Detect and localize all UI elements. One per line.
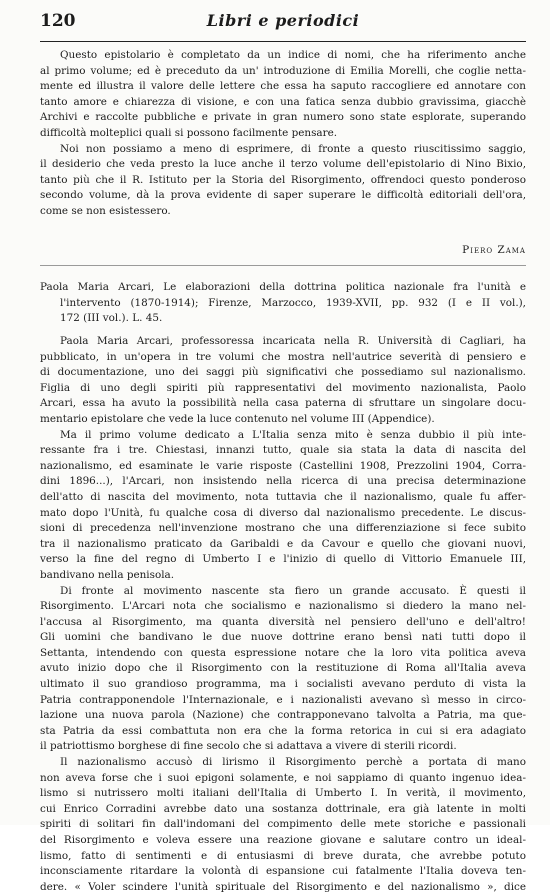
text-line: tanto più che il R. Istituto per la Storia del Risorgimento, offrendoci questo ponderoso xyxy=(40,173,526,186)
text-line: Risorgimento. L'Arcari nota che socialismo e nazionalismo si diedero la mano nel- xyxy=(40,600,526,613)
text-line: lismo si nutrissero molti italiani dell'Italia di Umberto I. In verità, il movimento, xyxy=(40,787,526,800)
review-two-body xyxy=(40,334,526,895)
text-line: tra il nazionalismo praticato da Garibaldi e da Cavour e quello che giovani nuovi, xyxy=(40,537,526,550)
text-line: mente ed illustra il valore delle lettere che essa ha saputo raccogliere ed annotare con xyxy=(40,80,526,93)
text-line: inconsciamente ritardare la volontà di espansione cui fatalmente l'Italia doveva ten- xyxy=(40,865,526,878)
text-line: sta Patria da essi combattuta non era che la forma retorica in cui si era adagiato xyxy=(40,724,526,737)
text-line: Di fronte al movimento nascente sta fiero un grande accusato. È questi il xyxy=(60,584,526,597)
text-line: l'accusa al Risorgimento, ma quanta diversità nel pensiero dell'uno e dell'altro! xyxy=(40,615,526,628)
text-line: Questo epistolario è completato da un indice di nomi, che ha riferimento anche xyxy=(60,49,526,61)
text-line: Ma il primo volume dedicato a L'Italia senza mito è senza dubbio il più inte- xyxy=(60,428,526,441)
text-line: sioni di precedenza nell'invenzione mostrano che una differenziazione si fece subito xyxy=(40,522,526,535)
text-line: ressante fra i tre. Chiestasi, innanzi tutto, quale sia stata la data di nascita del xyxy=(40,444,526,457)
review-two-citation xyxy=(40,280,526,327)
text-line: Il nazionalismo accusò di lirismo il Risorgimento perchè a portata di mano xyxy=(60,756,526,769)
text-line: ultimato il suo grandioso programma, ma i socialisti avevano perduto di vista la xyxy=(40,678,526,691)
text-line: Patria contrapponendole l'Internazionale, e i nazionalisti avevano sì messo in circo- xyxy=(40,693,526,706)
text-line: Noi non possiamo a meno di esprimere, di fronte a questo riuscitissimo saggio, xyxy=(60,142,526,155)
text-line: Paola Maria Arcari, professoressa incaricata nella R. Università di Cagliari, ha xyxy=(60,335,526,347)
page-header xyxy=(40,10,526,36)
text-line: cui Enrico Corradini avrebbe dato una sostanza dottrinale, era già latente in molti xyxy=(40,802,526,815)
text-line: difficoltà molteplici quali si possono facilmente pensare. xyxy=(40,126,338,139)
text-line: nazionalismo, ed esaminate le varie risposte (Castellini 1908, Prezzolini 1904, Corra- xyxy=(40,459,526,472)
reviewer-signature: Piero Zama xyxy=(462,244,526,256)
text-line: verso la fine del regno di Umberto I e l'inizio di quello di Vittorio Emanuele III, xyxy=(40,553,526,566)
text-line: pubblicato, in un'opera in tre volumi che mostra nell'autrice severità di pensiero e xyxy=(40,350,526,363)
text-line: Gli uomini che bandivano le due nuove dottrine erano bensì nati tutti dopo il xyxy=(40,631,526,644)
text-line: lismo, fatto di sentimenti e di entusiasmi di breve durata, che avrebbe potuto xyxy=(40,849,526,862)
header-rule xyxy=(40,41,526,42)
text-line: al primo volume; ed è preceduto da un' introduzione di Emilia Morelli, che coglie netta- xyxy=(40,64,526,77)
text-line: dell'atto di nascita del movimento, nota tuttavia che il nazionalismo, quale fu affer- xyxy=(40,490,526,503)
text-line: Figlia di uno degli spiriti più rappresentativi del movimento nazionalista, Paolo xyxy=(40,381,526,394)
text-line: tanto amore e chiarezza di visione, e con una fatica senza dubbio gravissima, giacchè xyxy=(40,95,526,108)
text-line: lazione una nuova parola (Nazione) che contrapponevano talvolta a Patria, ma que- xyxy=(40,709,526,722)
text-line: il patriottismo borghese di fine secolo che si adattava a vivere di sterili ricordi. xyxy=(40,740,457,753)
text-line: spiriti di solitari fin dall'indomani del compimento delle mete storiche e passionali xyxy=(40,818,526,831)
citation-line: Paola Maria Arcari, Le elaborazioni della dottrina politica nazionale fra l'unità e xyxy=(40,281,526,293)
text-line: non aveva forse che i suoi epigoni solamente, e noi sappiamo di quanto ingenuo idea- xyxy=(40,771,526,784)
text-line: secondo volume, dà la prova evidente di saper superare le difficoltà editoriali dell'ora, xyxy=(40,189,526,202)
text-line: avuto inizio dopo che il Risorgimento con la restituzione di Roma all'Italia aveva xyxy=(40,662,526,675)
section-divider xyxy=(40,265,526,266)
review-one-body xyxy=(40,48,526,220)
running-head: Libri e periodici xyxy=(206,11,360,30)
text-line: dini 1896...), l'Arcari, non insistendo nella ricerca di una precisa determinazione xyxy=(40,475,526,488)
text-line: Settanta, intendendo con questa espressione notare che la loro vita politica aveva xyxy=(40,646,526,659)
text-line: il desiderio che veda presto la luce anche il terzo volume dell'epistolario di Nino Bixio, xyxy=(40,158,526,171)
citation-line: 172 (III vol.). L. 45. xyxy=(60,312,163,325)
text-line: bandivano nella penisola. xyxy=(40,568,175,581)
text-line: Archivi e raccolte pubbliche e private in gran numero sono state esplorate, superando xyxy=(40,111,526,124)
text-line: mato dopo l'Unità, fu qualche cosa di diverso dal nazionalismo precedente. Le discus- xyxy=(40,506,526,519)
text-line: del Risorgimento e voleva essere una reazione giovane e salutare contro un ideal- xyxy=(40,834,526,846)
text-line: di documentazione, uno dei saggi più significativi che possediamo sul nazionalismo. xyxy=(40,366,526,379)
text-line: come se non esistessero. xyxy=(40,204,171,217)
text-line: mentario epistolare che vede la luce contenuto nel volume III (Appendice). xyxy=(40,412,435,425)
text-line: dere. « Voler scindere l'unità spirituale del Risorgimento e del nazionalismo », dice xyxy=(40,880,526,893)
text-line: Arcari, essa ha avuto la possibilità nella casa paterna di sfruttare un singolare docu- xyxy=(40,397,526,410)
citation-line: l'intervento (1870-1914); Firenze, Marzocco, 1939-XVII, pp. 932 (I e II vol.), xyxy=(60,296,526,309)
page-number: 120 xyxy=(40,11,76,31)
